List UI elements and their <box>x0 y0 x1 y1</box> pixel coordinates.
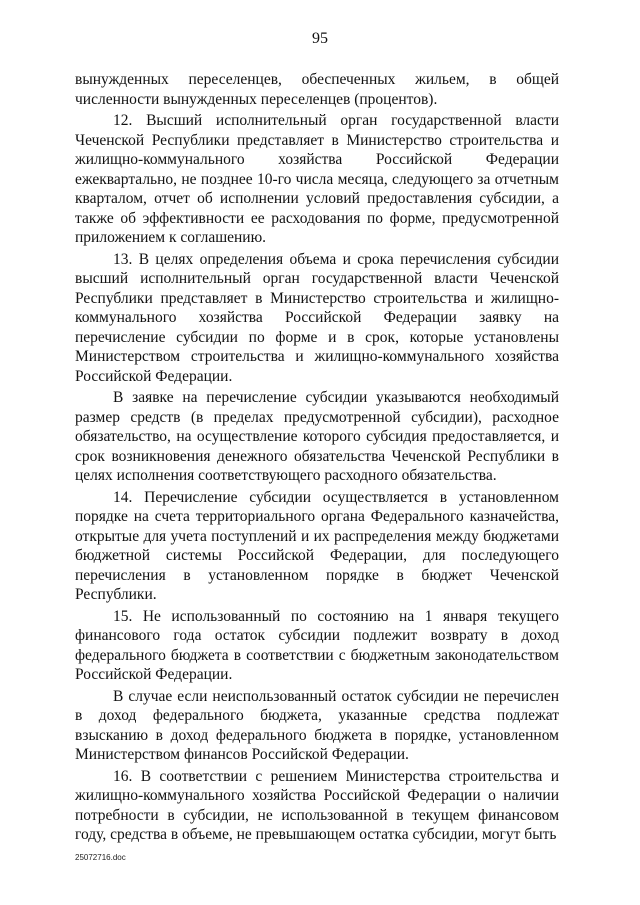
paragraph-clause-12: 12. Высший исполнительный орган государственной власти Чеченской Республики представляет в Министерство строительства и жилищно-коммунального хозяйства Российской Федерации ежеквартально, не позднее 10-го числа месяца, следующего за отчетным кварталом, отчет об исполнении условий предоставления субсидии, а также об эффективности ее расходования по форме, предусмотренной приложением к соглашению. <box>75 112 559 246</box>
document-body <box>75 70 559 847</box>
paragraph-clause-16: 16. В соответствии с решением Министерства строительства и жилищно-коммунального хозяйства Российской Федерации о наличии потребности в субсидии, не использованной в текущем финансовом году, средства в объеме, не превышающем остатка субсидии, могут быть <box>75 767 559 843</box>
paragraph-clause-15: 15. Не использованный по состоянию на 1 января текущего финансового года остаток субсидии подлежит возврату в доход федерального бюджета в соответствии с бюджетным законодательством Российской Федерации. <box>75 607 559 683</box>
page-number: 95 <box>312 30 328 47</box>
paragraph-request-contents: В заявке на перечисление субсидии указываются необходимый размер средств (в пределах предусмотренной субсидии), расходное обязательство, на осуществление которого субсидия предоставляется, и срок возникновения денежного обязательства Чеченской Республики в целях исполнения соответствующего расходного обязательства. <box>75 389 559 484</box>
paragraph-clause-13: 13. В целях определения объема и срока перечисления субсидии высший исполнительный орган государственной власти Чеченской Республики представляет в Министерство строительства и жилищно-коммунального хозяйства Российской Федерации заявку на перечисление субсидии по форме и в срок, которые установлены Министерством строительства и жилищно-коммунального хозяйства Российской Федерации. <box>75 250 559 385</box>
paragraph-unused-balance: В случае если неиспользованный остаток субсидии не перечислен в доход федерального бюджета, указанные средства подлежат взысканию в доход федерального бюджета в порядке, установленном Министерством финансов Российской Федерации. <box>75 687 559 763</box>
footer-document-code: 25072716.doc <box>75 853 126 862</box>
paragraph-continuation: вынужденных переселенцев, обеспеченных жильем, в общей численности вынужденных переселенцев (процентов). <box>75 71 559 108</box>
paragraph-clause-14: 14. Перечисление субсидии осуществляется в установленном порядке на счета территориального органа Федерального казначейства, открытые для учета поступлений и их распределения между бюджетами бюджетной системы Российской Федерации, для последующего перечисления в установленном порядке в бюджет Чеченской Республики. <box>75 488 559 603</box>
